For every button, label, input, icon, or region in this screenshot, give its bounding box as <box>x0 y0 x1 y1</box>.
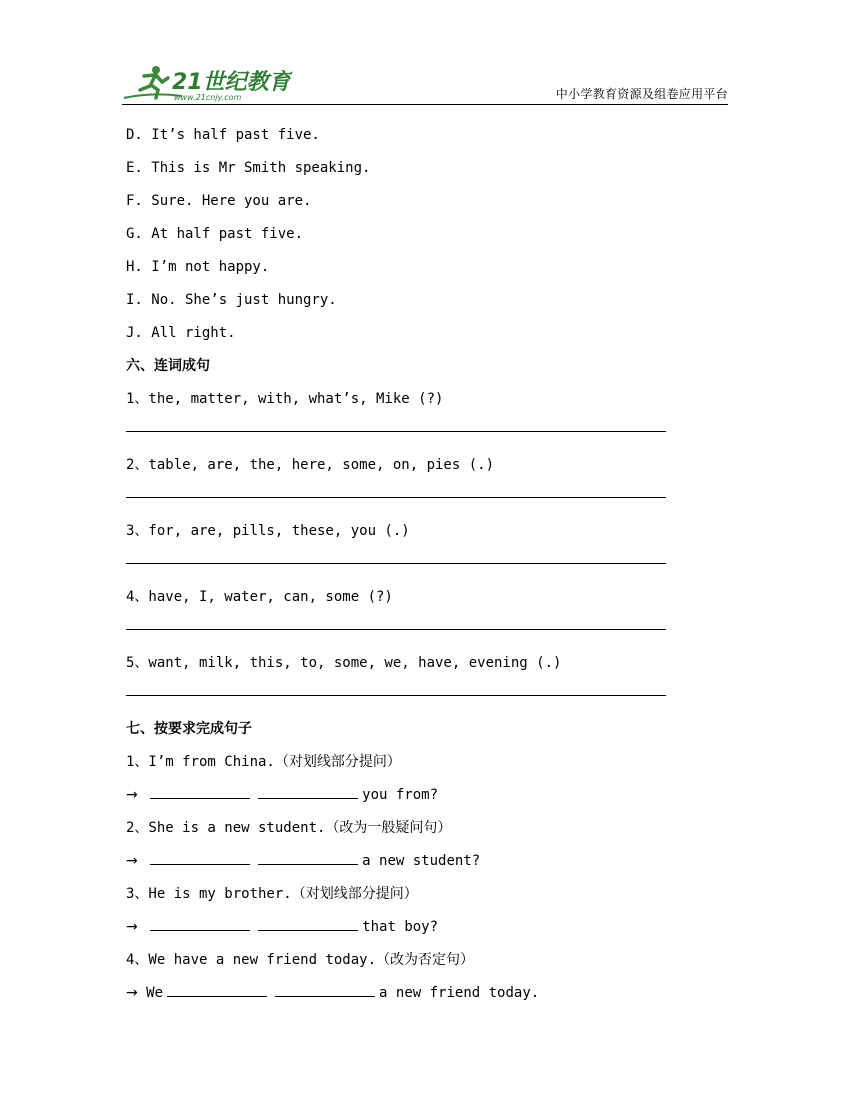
section6-item-3: 3、for, are, pills, these, you (.) <box>126 523 410 539</box>
option-g: G. At half past five. <box>126 226 304 242</box>
answer-blank[interactable] <box>258 916 358 931</box>
option-i: I. No. She’s just hungry. <box>126 292 337 308</box>
answer-blank[interactable] <box>258 784 358 799</box>
section6-item-1: 1、the, matter, with, what’s, Mike (?) <box>126 391 444 407</box>
section7-title: 七、按要求完成句子 <box>126 721 252 737</box>
answer-line-3[interactable] <box>126 553 726 586</box>
answer-line-2[interactable] <box>126 487 726 520</box>
answer-suffix: you from? <box>362 787 439 803</box>
answer-blank[interactable] <box>150 784 250 799</box>
section7-question-3: 3、He is my brother.（对划线部分提问） <box>126 886 418 902</box>
answer-suffix: a new friend today. <box>379 985 540 1001</box>
section7-answer-4 <box>126 982 726 1015</box>
answer-line-1[interactable] <box>126 421 726 454</box>
answer-suffix: that boy? <box>362 919 439 935</box>
section7-answer-3 <box>126 916 726 949</box>
answer-blank[interactable] <box>258 850 358 865</box>
answer-blank[interactable] <box>150 916 250 931</box>
arrow-icon: → <box>126 919 138 935</box>
answer-line-5[interactable] <box>126 685 726 718</box>
answer-blank[interactable] <box>167 982 267 997</box>
header-platform-text: 中小学教育资源及组卷应用平台 <box>555 87 728 101</box>
option-d: D. It’s half past five. <box>126 127 320 143</box>
section7-answer-1 <box>126 784 726 817</box>
section7-question-4: 4、We have a new friend today.（改为否定句） <box>126 952 475 968</box>
section6-item-4: 4、have, I, water, can, some (?) <box>126 589 393 605</box>
answer-suffix: a new student? <box>362 853 481 869</box>
logo-wordmark: 21世纪教育 <box>172 70 291 95</box>
section6-item-2: 2、table, are, the, here, some, on, pies (.) <box>126 457 495 473</box>
answer-line-4[interactable] <box>126 619 726 652</box>
section6-title: 六、连词成句 <box>126 358 210 374</box>
option-h: H. I’m not happy. <box>126 259 270 275</box>
option-j: J. All right. <box>126 325 236 341</box>
section7-question-1: 1、I’m from China.（对划线部分提问） <box>126 754 401 770</box>
answer-prefix: We <box>146 985 164 1001</box>
arrow-icon: → <box>126 985 138 1001</box>
21cnjy-logo <box>122 62 292 102</box>
logo-url: www.21cnjy.com <box>174 93 242 102</box>
section7-answer-2 <box>126 850 726 883</box>
section6-item-5: 5、want, milk, this, to, some, we, have, evening (.) <box>126 655 562 671</box>
worksheet-content <box>126 124 726 1015</box>
arrow-icon: → <box>126 853 138 869</box>
page-header <box>122 58 728 105</box>
arrow-icon: → <box>126 787 138 803</box>
option-f: F. Sure. Here you are. <box>126 193 312 209</box>
option-e: E. This is Mr Smith speaking. <box>126 160 371 176</box>
section7-question-2: 2、She is a new student.（改为一般疑问句） <box>126 820 452 836</box>
answer-blank[interactable] <box>150 850 250 865</box>
answer-blank[interactable] <box>275 982 375 997</box>
